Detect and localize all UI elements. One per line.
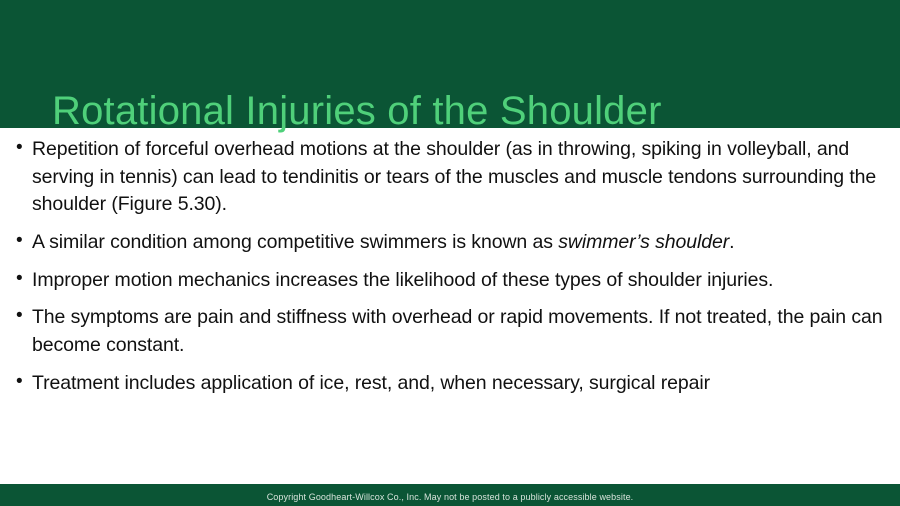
page-title: Rotational Injuries of the Shoulder [52,88,662,133]
bullet-text-tail: . [729,231,735,254]
list-item [10,370,886,398]
list-item [10,267,886,295]
bullet-text: The symptoms are pain and stiffness with overhead or rapid movements. If not treated, the pain can become constant. [32,306,883,357]
list-item [10,136,886,219]
slide-body [0,128,900,506]
bullet-text: Treatment includes application of ice, rest, and, when necessary, surgical repair [32,371,710,394]
list-item [10,229,886,257]
bullet-text: Improper motion mechanics increases the likelihood of these types of shoulder injuries. [32,268,774,291]
bullet-text: A similar condition among competitive swimmers is known as [32,231,559,254]
bullet-text-emphasis: swimmer’s shoulder [558,231,730,254]
list-item [10,304,886,359]
bullet-text: Repetition of forceful overhead motions at the shoulder (as in throwing, spiking in volleyball, and serving in tennis) can lead to tendinitis or tears of the muscles and muscle tendons surrounding the shoulder (Figure 5.30). [32,138,877,216]
copyright-notice: Copyright Goodheart-Willcox Co., Inc. May not be posted to a publicly accessible website. [266,492,634,502]
